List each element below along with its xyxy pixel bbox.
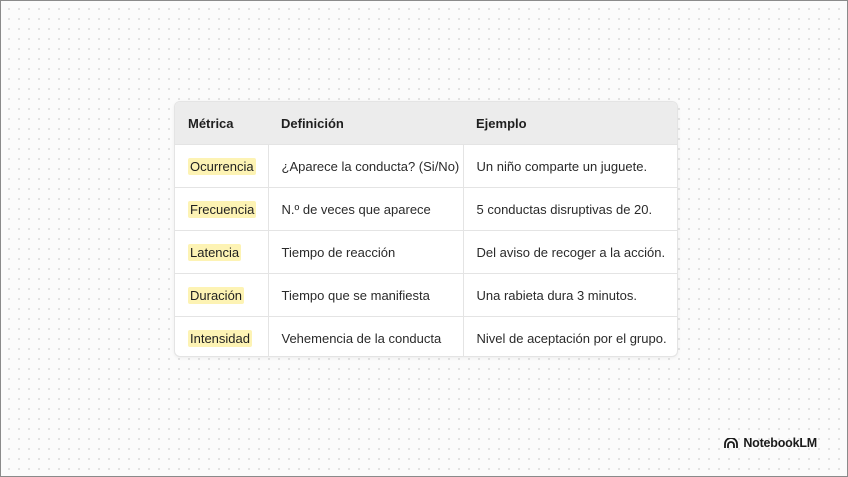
example-cell: Del aviso de recoger a la acción. xyxy=(463,231,677,274)
header-ejemplo: Ejemplo xyxy=(463,102,677,145)
metric-label: Ocurrencia xyxy=(190,158,254,174)
brand-name: NotebookLM xyxy=(743,436,817,450)
metric-cell xyxy=(175,231,268,274)
table-row xyxy=(175,188,677,231)
metric-cell xyxy=(175,188,268,231)
metric-cell xyxy=(175,274,268,317)
definition-cell: Vehemencia de la conducta xyxy=(268,317,463,358)
metrics-table xyxy=(175,102,677,357)
example-cell: 5 conductas disruptivas de 20. xyxy=(463,188,677,231)
notebooklm-brand xyxy=(724,436,817,450)
table-row xyxy=(175,145,677,188)
metric-cell xyxy=(175,145,268,188)
header-metrica: Métrica xyxy=(175,102,268,145)
metric-cell xyxy=(175,317,268,358)
header-definicion: Definición xyxy=(268,102,463,145)
metric-label: Frecuencia xyxy=(190,201,255,217)
example-cell: Una rabieta dura 3 minutos. xyxy=(463,274,677,317)
metric-label: Duración xyxy=(190,287,243,303)
metrics-table-card xyxy=(174,101,678,357)
metric-label: Latencia xyxy=(190,244,240,260)
definition-cell: N.º de veces que aparece xyxy=(268,188,463,231)
table-row xyxy=(175,231,677,274)
example-cell: Un niño comparte un juguete. xyxy=(463,145,677,188)
definition-cell: ¿Aparece la conducta? (Si/No) xyxy=(268,145,463,188)
metric-label: Intensidad xyxy=(190,330,250,346)
example-cell: Nivel de aceptación por el grupo. xyxy=(463,317,677,358)
notebooklm-logo-icon xyxy=(724,438,738,448)
definition-cell: Tiempo que se manifiesta xyxy=(268,274,463,317)
definition-cell: Tiempo de reacción xyxy=(268,231,463,274)
table-row xyxy=(175,274,677,317)
table-row xyxy=(175,317,677,358)
table-header-row xyxy=(175,102,677,145)
